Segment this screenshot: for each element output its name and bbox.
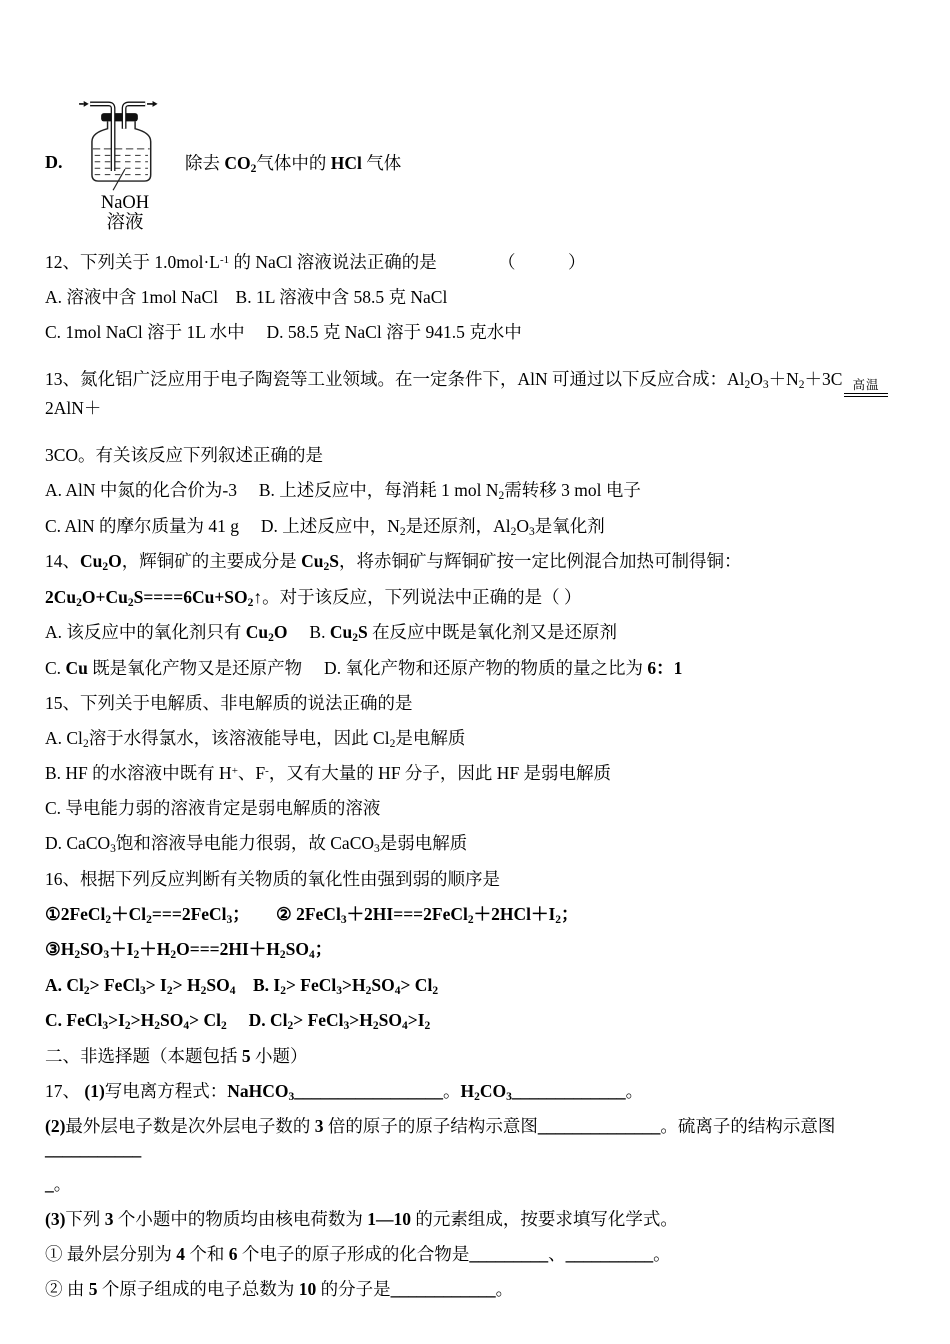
text-segment: (3) [45,1209,66,1229]
stopper-icon [101,113,138,121]
text-segment: 2 [798,379,805,391]
text-segment: O [750,369,763,389]
text-segment: ＋2HI===2FeCl [346,903,468,924]
text-segment: 是电解质 [395,727,466,748]
text-segment: -1 [220,254,230,266]
text-segment: ② 由 [45,1279,89,1299]
q14-options-ab [45,621,925,645]
text-segment: 6 [228,1244,238,1264]
text-segment: >H [130,1010,155,1030]
text-segment: H [460,1080,475,1101]
q16-stem [45,868,925,891]
q17-part2-cont [45,1173,925,1196]
text-segment: > FeCl [285,974,337,995]
text-segment: 2 [399,525,406,538]
text-segment: 2Cu [45,586,77,607]
text-segment: 。对于该反应，下列说法中正确的是（ ） [262,586,582,607]
text-segment: ＋2HCl＋I [473,903,556,924]
text-segment: 。硫离子的结构示意图 [660,1116,836,1136]
text-segment: C. 1mol NaCl 溶于 1L 水中 D. 58.5 克 NaCl 溶于 941.5 克水中 [45,322,522,342]
text-segment: 2 [146,913,152,926]
text-segment: ＋Cl [111,903,147,924]
text-segment: 。 [653,1244,671,1264]
text-segment: 4 [183,1020,190,1032]
text-segment: 6：1 [647,657,683,678]
q14-equation [45,586,925,610]
text-segment: 3 [288,1090,295,1103]
text-segment: >H [349,1010,373,1030]
text-segment: 4 [176,1244,185,1264]
text-segment: 是氧化剂 [534,515,605,536]
text-segment: 4 [229,984,236,997]
text-segment: Cu [245,622,269,642]
text-segment: 15、下列关于电解质、非电解质的说法正确的是 [45,692,413,713]
text-segment: 、 [548,1244,566,1264]
text-segment: 2 [200,984,207,997]
text-segment: 2 [250,162,257,175]
text-segment: B. [287,622,330,642]
reaction-condition: 高温 [844,378,887,397]
text-segment: 个原子组成的电子总数为 [97,1279,299,1299]
q17-part3 [45,1208,925,1231]
q12-options-ab [45,286,925,309]
text-segment: ③H [45,939,75,959]
text-segment: - [265,765,269,777]
option-d-label: D. [45,152,63,172]
text-segment: C. FeCl [45,1010,103,1030]
text-segment: ，辉铜矿的主要成分是 [121,551,302,571]
text-segment: 3 [103,949,110,961]
text-segment: 1—10 [367,1209,412,1229]
text-segment: 2 [389,737,396,750]
text-segment: (1) [84,1080,105,1101]
text-segment: 5 [88,1279,98,1299]
gas-in-arrow-icon [79,101,89,107]
text-segment: NaHCO [227,1080,289,1101]
text-segment: 2 [510,525,517,538]
text-segment: 2 [352,632,358,644]
text-segment: 个和 [185,1244,229,1264]
text-segment: ①2FeCl [45,903,106,924]
text-segment: C. [45,657,66,678]
text-segment: A. 溶液中含 1mol NaCl B. 1L 溶液中含 58.5 克 NaCl [45,287,448,307]
text-segment: 2 [127,596,134,609]
q13-options-ab [45,479,925,503]
section-2-header [45,1045,925,1068]
text-segment: SO [160,1010,184,1030]
text-segment: 3 [104,1209,114,1229]
text-segment: 2 [166,984,173,997]
text-segment: 4 [394,984,401,997]
text-segment: Cu [329,622,353,642]
bottle-solution-label-line1: NaOH [100,193,150,213]
text-segment: 3 [336,984,342,997]
text-segment: 2 [105,913,112,926]
text-segment: 。 [495,1279,514,1299]
q16-reactions-1-2 [45,903,925,927]
text-segment: 是弱电解质 [379,833,468,853]
text-segment: 2 [555,913,562,926]
text-segment: 3CO。有关该反应下列叙述正确的是 [45,445,324,465]
text-segment: 2 [268,632,274,644]
q13-options-cd [45,515,925,539]
text-segment: 2 [220,1020,227,1032]
text-segment: _________ [469,1244,549,1264]
text-segment: 5 [241,1045,251,1066]
text-segment: 个电子的原子形成的化合物是 [237,1244,470,1264]
text-segment: > FeCl [293,1010,344,1030]
text-segment: 2 [76,596,82,609]
text-segment: >I [407,1010,425,1030]
text-segment: ； [561,903,579,924]
text-segment: 4 [402,1020,408,1032]
text-segment: 12、下列关于 1.0mol·L [45,252,220,272]
text-segment: ② 2FeCl [276,903,341,924]
text-segment: 除去 [185,152,225,173]
text-segment: __________ [565,1244,654,1264]
q13-stem-1 [45,368,925,420]
text-segment: 个小题中的物质均由核电荷数为 [113,1209,368,1229]
text-segment: Cu [301,551,324,571]
q16-reaction-3 [45,938,925,962]
text-segment: 17、 [45,1080,85,1101]
text-segment: 2 [372,1020,379,1032]
q11-option-d-row [45,92,925,233]
text-segment: 的 NaCl 溶液说法正确的是 （ ） [229,252,586,272]
q14-stem [45,550,925,574]
text-segment: ＋N [768,369,799,389]
text-segment: _____________ [511,1080,626,1101]
text-segment: 2 [287,1020,294,1032]
text-segment: 2 [124,1020,131,1032]
q17-part1 [45,1080,925,1104]
text-segment: _ [45,1174,54,1194]
text-segment: 3 [314,1116,324,1136]
text-segment: 2 [432,984,439,997]
text-segment: 饱和溶液导电能力很弱，故 CaCO [115,833,375,853]
text-segment: 2 [74,949,81,961]
text-segment: 最外层电子数是次外层电子数的 [65,1116,315,1136]
text-segment: 气体中的 [256,152,331,173]
text-segment: CO [479,1080,507,1101]
q12-stem [45,251,925,274]
q15-option-c [45,797,925,820]
text-segment: SO [378,1010,402,1030]
text-segment: ↑ [253,586,263,607]
text-segment: SO [371,974,395,995]
text-segment: 需转移 3 mol 电子 [504,480,641,500]
text-segment: D. Cl [226,1010,288,1030]
text-segment: O [516,515,530,536]
q17-part3-sub1 [45,1243,925,1266]
text-segment: ，又有大量的 HF 分子，因此 HF 是弱电解质 [268,763,612,783]
text-segment: ===2FeCl [151,903,227,924]
text-segment: 2 [280,984,286,997]
gas-washing-bottle-figure [77,92,173,233]
text-segment: 。 [53,1174,72,1194]
q16-options-cd [45,1009,925,1033]
gas-washing-bottle-diagram [79,92,171,193]
text-segment: ＋3C [804,369,843,389]
text-segment: 2 [247,596,254,609]
q15-option-d [45,832,925,856]
text-segment: ，将赤铜矿与辉铜矿按一定比例混合加热可制得铜： [338,551,742,571]
text-segment: O===2HI＋H [176,939,280,959]
text-segment: 3 [529,525,535,538]
text-segment: > Cl [400,974,433,995]
q15-option-b [45,762,925,785]
text-segment: 二、非选择题（本题包括 [45,1045,242,1066]
text-segment: D. CaCO [45,833,111,853]
text-segment: 2 [323,561,330,573]
text-segment: 。 [625,1080,644,1101]
text-segment: 2 [82,737,89,750]
text-segment: 14、 [45,551,80,571]
bottle-outline [92,121,151,181]
text-segment: > I [145,974,167,995]
q16-options-ab [45,974,925,998]
text-segment: 2 [170,949,177,961]
text-segment: ＋I [109,939,134,959]
text-segment: 2 [83,984,90,997]
text-segment: 既是氧化产物又是还原产物 D. 氧化产物和还原产物的物质的量之比为 [87,657,648,678]
text-segment: 3 [343,1020,350,1032]
text-segment: S====6Cu+SO [133,586,248,607]
text-segment: 。 [443,1080,461,1101]
text-segment: A. Cl [45,974,84,995]
pointer-line [113,169,125,190]
text-segment: > FeCl [89,974,140,995]
text-segment: 2 [154,1020,160,1032]
text-segment: 小题） [250,1045,308,1066]
text-segment: 溶于水得氯水，该溶液能导电，因此 Cl [88,727,390,748]
text-segment: 是还原剂，Al [405,515,511,536]
text-segment: Cu [65,657,88,678]
text-segment: S [329,551,339,571]
text-segment: A. 该反应中的氧化剂只有 [45,622,246,642]
text-segment: S [357,622,368,642]
text-segment: A. AlN 中氮的化合价为-3 B. 上述反应中，每消耗 1 mol N [45,480,499,500]
text-segment: ① 最外层分别为 [45,1244,177,1264]
text-segment: 在反应中既是氧化剂又是还原剂 [367,622,618,642]
text-segment: SO [80,939,104,959]
q15-stem [45,692,925,715]
text-segment: 16、根据下列反应判断有关物质的氧化性由强到弱的顺序是 [45,868,500,889]
text-segment: ______________ [537,1116,661,1136]
text-segment: SO [285,939,310,959]
text-segment: ； [314,939,333,959]
text-segment: 2 [744,379,751,391]
text-segment: 2 [498,490,505,502]
q15-option-a [45,727,925,751]
q14-options-cd [45,657,925,680]
gas-out-arrow-icon [147,101,158,107]
q13-stem-2 [45,444,925,467]
text-segment: ____________ [390,1279,496,1299]
text-segment: >H [342,974,366,995]
text-segment: C. 导电能力弱的溶液肯定是弱电解质的溶液 [45,798,381,818]
text-segment: 3 [226,913,233,926]
text-segment: 2 [474,1090,480,1103]
text-segment: 2 [365,984,372,997]
text-segment: 3 [102,1020,109,1032]
text-segment: 2 [279,949,286,961]
text-segment: 2 [467,913,474,926]
text-segment: B. I [235,974,281,995]
text-segment: 3 [506,1090,512,1103]
text-segment: 3 [374,843,380,855]
text-segment: > H [172,974,201,995]
text-segment: 2 [424,1020,431,1032]
text-segment: C. AlN 的摩尔质量为 41 g D. 上述反应中，N [45,515,400,536]
q17-part2 [45,1115,925,1161]
text-segment: O [108,551,122,571]
liquid-dashes [93,149,150,175]
text-segment: 13、氮化铝广泛应用于电子陶瓷等工业领域。在一定条件下，AlN 可通过以下反应合成：Al [45,369,745,389]
q17-part3-sub2 [45,1278,925,1301]
q12-options-cd [45,321,925,344]
text-segment: O+Cu [81,586,128,607]
text-segment: 4 [309,949,315,961]
text-segment: 下列 [65,1209,105,1229]
text-segment: 3 [762,379,769,391]
text-segment: ＋H [139,939,171,959]
text-segment: 2 [133,949,140,961]
text-segment: 2AlN＋ [45,369,894,418]
text-segment: (2) [45,1116,66,1136]
text-segment: Cu [80,551,103,571]
text-segment: CO [224,152,251,173]
text-segment: ； [232,903,242,924]
text-segment: 3 [110,843,116,855]
text-segment: A. Cl [45,727,83,748]
text-segment: 3 [340,913,347,926]
text-segment: B. HF 的水溶液中既有 H [45,763,232,783]
question-content [45,251,925,1301]
text-segment: ___________ [45,1139,142,1159]
bottle-solution-label-line2: 溶液 [106,213,144,233]
text-segment: HCl [330,152,362,173]
text-segment: 气体 [361,152,402,173]
text-segment [241,904,276,924]
text-segment: SO [206,974,230,995]
text-segment: O [273,622,288,642]
option-d-caption [185,150,401,176]
text-segment: 、F [237,763,266,783]
text-segment: > Cl [189,1010,221,1030]
text-segment: 3 [139,984,146,997]
text-segment: + [231,765,238,777]
text-segment: _________________ [294,1080,444,1101]
text-segment: 10 [298,1279,317,1299]
text-segment: 的分子是 [316,1279,391,1299]
text-segment: 写电离方程式： [104,1080,228,1101]
text-segment: 倍的原子的原子结构示意图 [323,1116,538,1136]
text-segment: >I [108,1010,125,1030]
text-segment: 的元素组成，按要求填写化学式。 [411,1209,678,1229]
text-segment: 2 [102,561,109,573]
